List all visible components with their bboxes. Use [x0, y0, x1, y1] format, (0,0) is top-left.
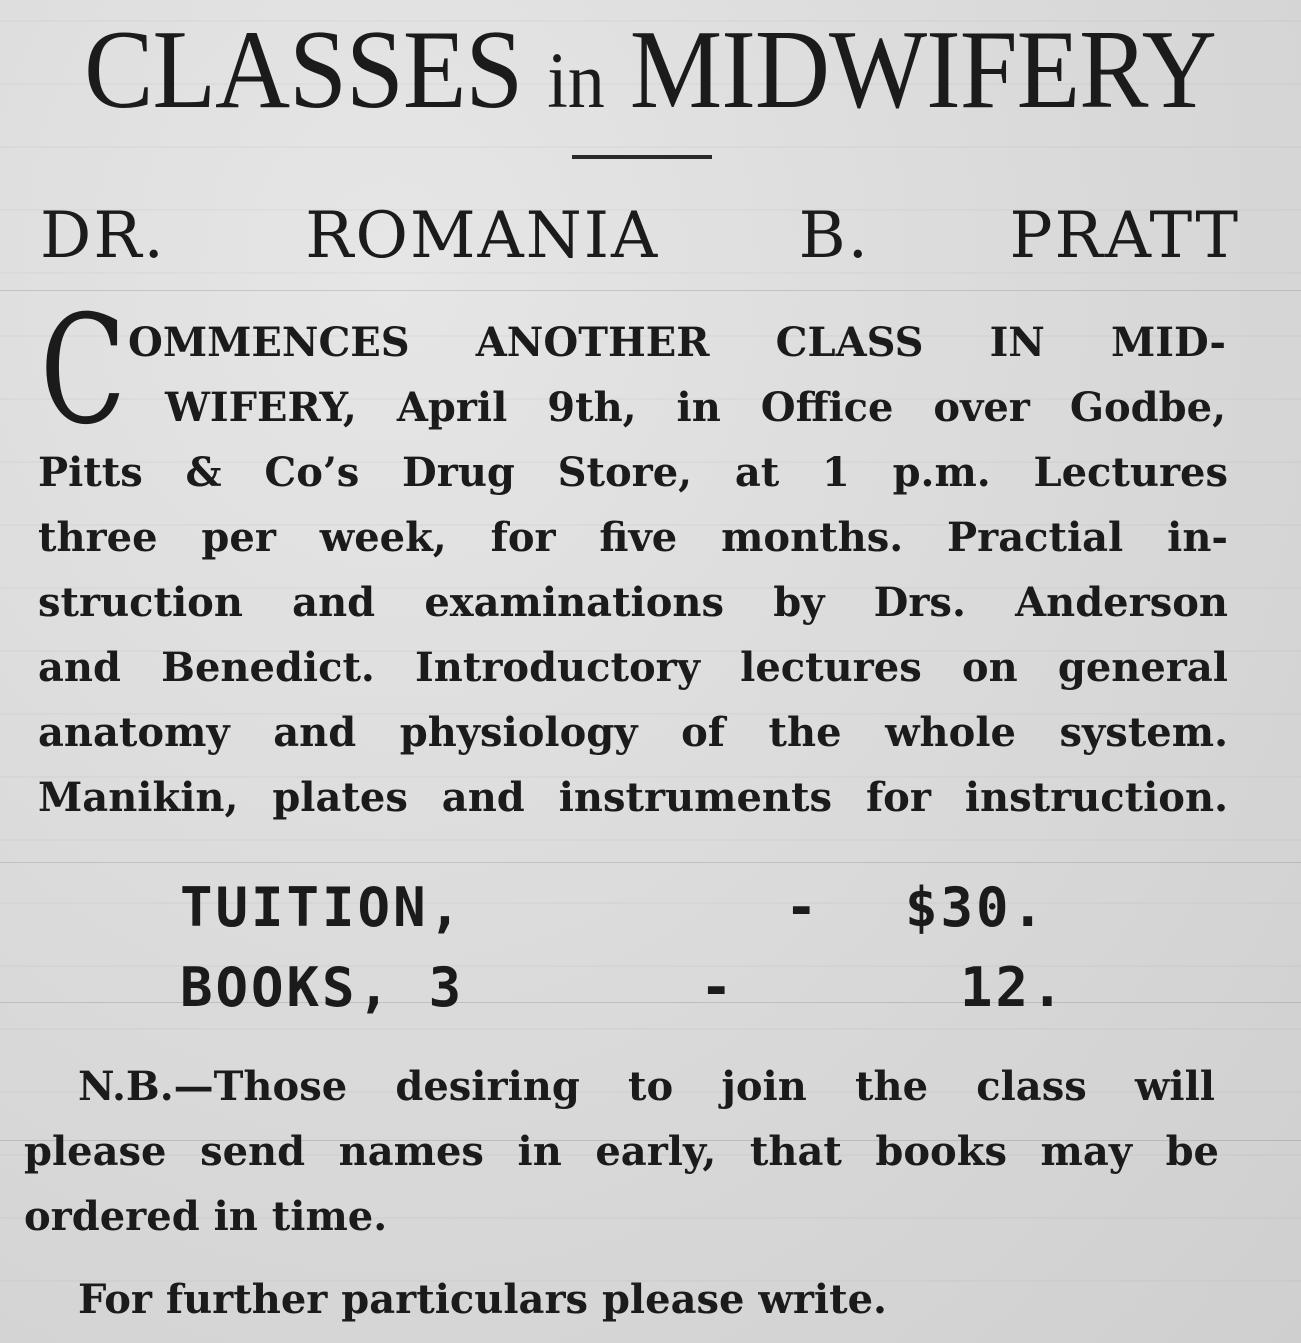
- drop-cap: C: [40, 284, 127, 458]
- title-word-in: in: [547, 36, 605, 126]
- announcement-line-1: OMMENCES ANOTHER CLASS IN MID-: [128, 319, 1226, 366]
- doctor-name: DR. ROMANIA B. PRATT: [40, 199, 1240, 273]
- books-label: BOOKS, 3: [180, 956, 465, 1019]
- books-amount: 12.: [960, 956, 1067, 1019]
- paper-line: [0, 290, 1301, 291]
- books-dash: -: [700, 956, 736, 1019]
- announcement-line-2: WIFERY, April 9th, in Office over Godbe,: [165, 384, 1226, 431]
- note-line-1: N.B.—Those desiring to join the class will: [78, 1063, 1215, 1110]
- tuition-amount: $30.: [905, 876, 1048, 939]
- ad-title: [40, 0, 1260, 151]
- announcement-line-6: and Benedict. Introductory lectures on general: [38, 644, 1228, 691]
- title-word-midwifery: MIDWIFERY: [629, 7, 1216, 132]
- closing-line: For further particulars please write.: [78, 1276, 887, 1323]
- title-divider: [572, 155, 712, 159]
- announcement-line-7: anatomy and physiology of the whole system.: [38, 709, 1228, 756]
- title-word-classes: CLASSES: [84, 7, 523, 132]
- tuition-dash: -: [785, 876, 821, 939]
- note-line-3: ordered in time.: [24, 1193, 388, 1240]
- note-line-2: please send names in early, that books may be: [24, 1128, 1219, 1175]
- announcement-line-8: Manikin, plates and instruments for instruction.: [38, 774, 1228, 821]
- tuition-label: TUITION,: [180, 876, 465, 939]
- announcement-line-3: Pitts & Co’s Drug Store, at 1 p.m. Lectures: [38, 449, 1228, 496]
- announcement-line-5: struction and examinations by Drs. Anderson: [38, 579, 1228, 626]
- announcement-line-4: three per week, for five months. Practial in-: [38, 514, 1228, 561]
- paper-line: [0, 862, 1301, 863]
